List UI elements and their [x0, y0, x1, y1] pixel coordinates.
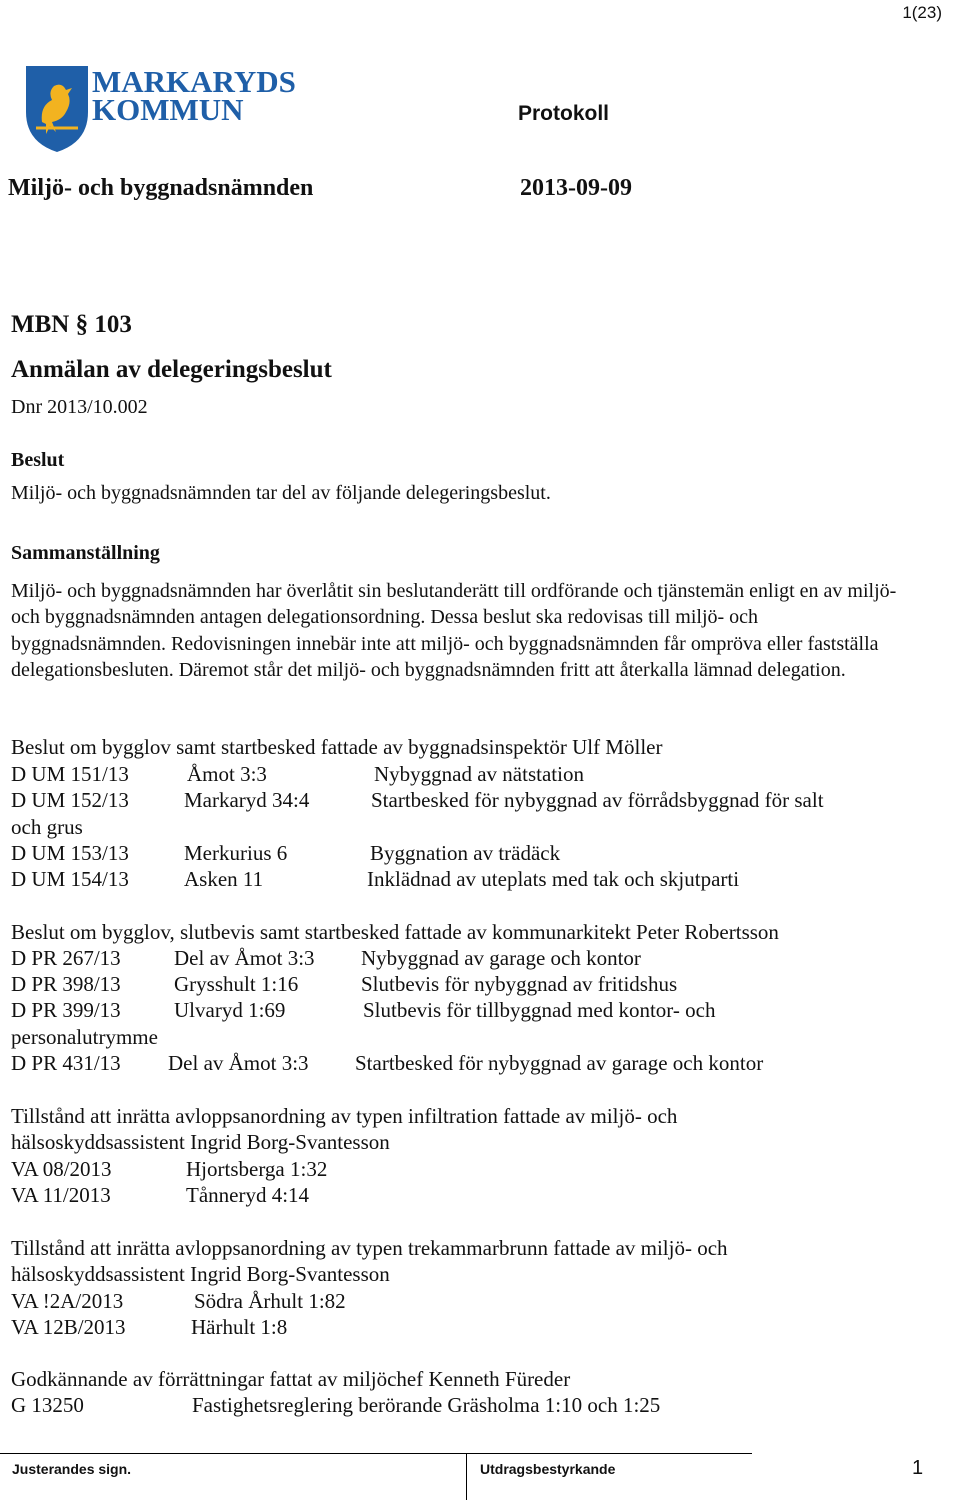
section-heading-line2: hälsoskyddsassistent Ingrid Borg-Svantesson — [11, 1262, 390, 1286]
summary-heading: Sammanställning — [11, 542, 160, 564]
section-heading: Beslut om bygglov, slutbevis samt startbesked fattade av kommunarkitekt Peter Robertsson — [11, 920, 779, 944]
matter-title: Anmälan av delegeringsbeslut — [11, 356, 332, 383]
footer-rule — [0, 1453, 752, 1454]
decision-description: Byggnation av trädäck — [370, 841, 561, 865]
footer-divider — [466, 1453, 467, 1500]
property-name: Asken 11 — [184, 867, 264, 891]
document-type: Protokoll — [518, 102, 610, 125]
case-id: G 13250 — [11, 1393, 84, 1417]
decision-description: Slutbevis för nybyggnad av fritidshus — [361, 972, 678, 996]
section-heading: Tillstånd att inrätta avloppsanordning av typen infiltration fattade av miljö- och — [11, 1104, 678, 1128]
property-name: Södra Århult 1:82 — [194, 1289, 346, 1313]
property-name: Markaryd 34:4 — [184, 788, 310, 812]
decision-description: Startbesked för nybyggnad av garage och kontor — [355, 1051, 764, 1075]
case-id: VA 12B/2013 — [11, 1315, 126, 1339]
case-id: D UM 152/13 — [11, 788, 129, 812]
property-name: Merkurius 6 — [184, 841, 288, 865]
decision-description-cont: och grus — [11, 815, 83, 839]
decision-description: Nybyggnad av nätstation — [374, 762, 584, 786]
case-id: D PR 398/13 — [11, 972, 121, 996]
section-heading: Tillstånd att inrätta avloppsanordning av typen trekammarbrunn fattade av miljö- och — [11, 1236, 728, 1260]
decision-description: Inklädnad av uteplats med tak och skjutparti — [367, 867, 740, 891]
section-heading-line2: hälsoskyddsassistent Ingrid Borg-Svantesson — [11, 1130, 390, 1154]
case-id: VA 11/2013 — [11, 1183, 111, 1207]
section-heading: Godkännande av förrättningar fattat av miljöchef Kenneth Füreder — [11, 1367, 571, 1391]
property-name: Del av Åmot 3:3 — [174, 946, 315, 970]
justering-signature-label: Justerandes sign. — [12, 1461, 132, 1477]
decision-heading: Beslut — [11, 449, 65, 471]
case-id: D UM 153/13 — [11, 841, 129, 865]
diary-number: Dnr 2013/10.002 — [11, 396, 148, 418]
committee-name: Miljö- och byggnadsnämnden — [8, 175, 314, 201]
decision-description-cont: personalutrymme — [11, 1025, 158, 1049]
property-name: Härhult 1:8 — [191, 1315, 288, 1339]
property-name: Hjortsberga 1:32 — [186, 1157, 328, 1181]
extract-certification-label: Utdragsbestyrkande — [480, 1461, 616, 1477]
property-name: Ulvaryd 1:69 — [174, 998, 286, 1022]
property-name: Fastighetsreglering berörande Gräsholma 1:10 och 1:25 — [192, 1393, 661, 1417]
property-name: Grysshult 1:16 — [174, 972, 299, 996]
property-name: Del av Åmot 3:3 — [168, 1051, 309, 1075]
summary-body: Miljö- och byggnadsnämnden har överlåtit sin beslutanderätt till ordförande och tjänstemän enligt en av miljö- och byggnadsnämnden antagen delegationsordning. Dessa beslut ska redovisas till miljö- och byggnadsnämnden. Redovisningen innebär inte att miljö- och byggnadsnämnden får ompröva eller fastställa delegationsbesluten. Däremot står det miljö- och byggnadsnämnden fritt att återkalla lämnad delegation. — [11, 580, 897, 682]
municipality-logo — [22, 62, 322, 154]
case-id: D PR 399/13 — [11, 998, 121, 1022]
decision-description: Startbesked för nybyggnad av förrådsbyggnad för salt — [371, 788, 824, 812]
decision-description: Slutbevis för tillbyggnad med kontor- och — [363, 998, 716, 1022]
footer-page-number: 1 — [912, 1457, 924, 1479]
page-number: 1(23) — [902, 3, 942, 22]
case-id: VA 08/2013 — [11, 1157, 112, 1181]
case-id: D PR 267/13 — [11, 946, 121, 970]
coat-of-arms-icon — [22, 62, 322, 154]
case-id: D UM 151/13 — [11, 762, 129, 786]
section-heading: Beslut om bygglov samt startbesked fattade av byggnadsinspektör Ulf Möller — [11, 735, 663, 759]
case-id: D PR 431/13 — [11, 1051, 121, 1075]
logo-line1: MARKARYDS — [92, 64, 296, 99]
logo-line2: KOMMUN — [92, 92, 244, 127]
property-name: Åmot 3:3 — [187, 762, 267, 786]
case-id: VA !2A/2013 — [11, 1289, 124, 1313]
case-id: D UM 154/13 — [11, 867, 129, 891]
decision-description: Nybyggnad av garage och kontor — [361, 946, 641, 970]
paragraph-number: MBN § 103 — [11, 311, 132, 338]
property-name: Tånneryd 4:14 — [186, 1183, 310, 1207]
decision-text: Miljö- och byggnadsnämnden tar del av följande delegeringsbeslut. — [11, 482, 551, 504]
meeting-date: 2013-09-09 — [520, 175, 632, 201]
